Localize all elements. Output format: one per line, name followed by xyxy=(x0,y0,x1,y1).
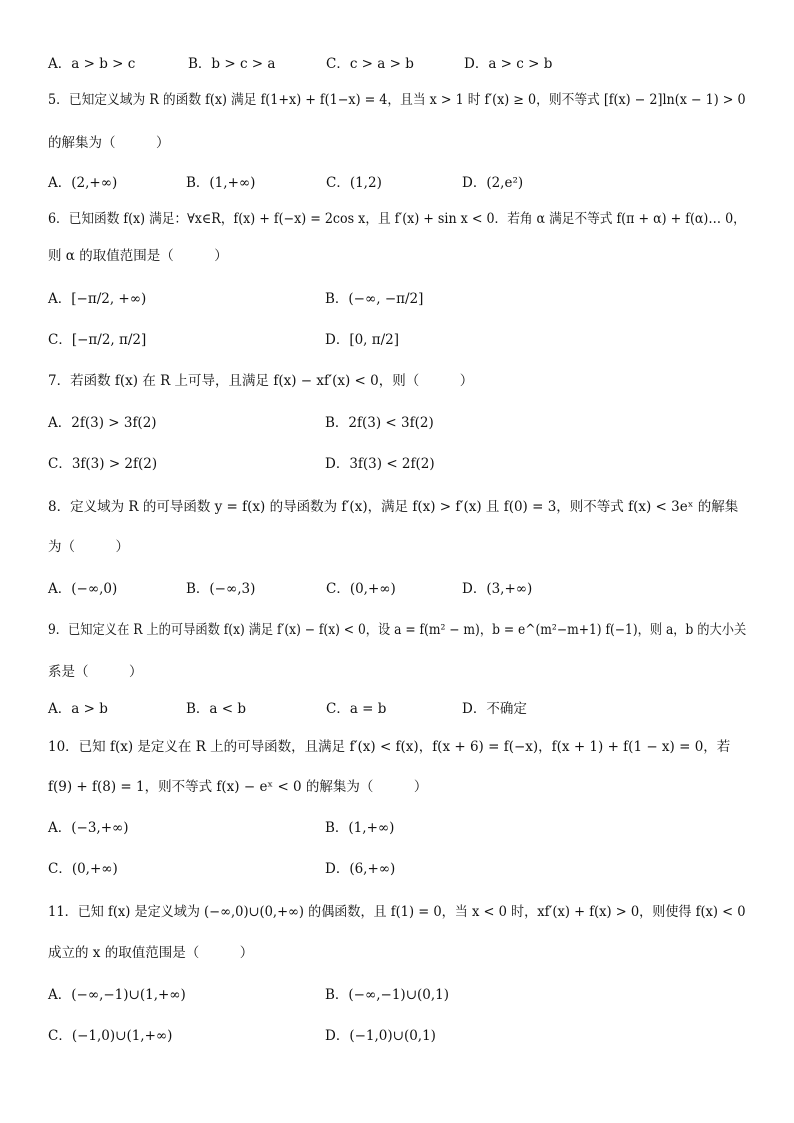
q9-option-d: D．不确定 xyxy=(462,701,527,717)
q5-option-c: C．(1,2) xyxy=(326,175,382,191)
q9-stem-line1: 9．已知定义在 R 上的可导函数 f(x) 满足 f′(x) − f(x) < 0，设 a = f(m² − m)，b = e^(m²−m+1) f(−1)，则 a，b 的大小关 xyxy=(48,622,747,638)
q6-option-a: A．[−π/2, +∞) xyxy=(48,291,147,307)
q9-option-b: B．a < b xyxy=(186,701,247,717)
q5-option-b: B．(1,+∞) xyxy=(186,175,256,191)
q10-stem-line1: 10．已知 f(x) 是定义在 R 上的可导函数，且满足 f′(x) < f(x)，f(x + 6) = f(−x)，f(x + 1) + f(1 − x) = 0，若 xyxy=(48,739,731,755)
q9-option-c: C．a = b xyxy=(326,701,387,717)
q5-stem-line1: 5．已知定义域为 R 的函数 f(x) 满足 f(1+x) + f(1−x) = 4，且当 x > 1 时 f′(x) ≥ 0，则不等式 [f(x) − 2]ln(x − 1) > 0 xyxy=(48,92,746,108)
q11-options-row1 xyxy=(48,985,748,1005)
q10-option-a: A．(−3,+∞) xyxy=(48,820,129,836)
q4-option-b: B．b > c > a xyxy=(188,56,276,72)
q11-stem-line2: 成立的 x 的取值范围是（ ） xyxy=(48,945,254,961)
q7-options-row2 xyxy=(48,454,748,474)
q11-option-b: B．(−∞,−1)∪(0,1) xyxy=(325,987,450,1003)
q11-option-a: A．(−∞,−1)∪(1,+∞) xyxy=(48,987,186,1003)
q4-option-c: C．c > a > b xyxy=(326,56,414,72)
q5-option-a: A．(2,+∞) xyxy=(48,175,118,191)
q7-option-c: C．3f(3) > 2f(2) xyxy=(48,456,158,472)
q6-option-b: B．(−∞, −π/2] xyxy=(325,291,424,307)
q8-option-b: B．(−∞,3) xyxy=(186,581,256,597)
q9-options xyxy=(48,699,748,719)
q10-options-row2 xyxy=(48,859,748,879)
q9-option-a: A．a > b xyxy=(48,701,108,717)
q11-options-row2 xyxy=(48,1026,748,1046)
q5-stem-line2: 的解集为（ ） xyxy=(48,135,170,151)
q8-option-d: D．(3,+∞) xyxy=(462,581,533,597)
q6-option-c: C．[−π/2, π/2] xyxy=(48,332,147,348)
q8-stem-line1: 8．定义域为 R 的可导函数 y = f(x) 的导函数为 f′(x)，满足 f(x) > f′(x) 且 f(0) = 3，则不等式 f(x) < 3eˣ 的解集 xyxy=(48,499,739,515)
q7-options-row1 xyxy=(48,413,748,433)
q8-stem-line2: 为（ ） xyxy=(48,539,129,555)
q8-options xyxy=(48,579,748,599)
q6-options-row2 xyxy=(48,330,748,350)
q5-options xyxy=(48,173,748,193)
q8-option-c: C．(0,+∞) xyxy=(326,581,396,597)
q8-option-a: A．(−∞,0) xyxy=(48,581,118,597)
q7-option-a: A．2f(3) > 3f(2) xyxy=(48,415,157,431)
q4-options xyxy=(48,54,748,74)
q10-stem-line2: f(9) + f(8) = 1，则不等式 f(x) − eˣ < 0 的解集为（ ） xyxy=(48,779,428,795)
q6-stem-line1: 6．已知函数 f(x) 满足：∀x∈R，f(x) + f(−x) = 2cos x，且 f′(x) + sin x < 0．若角 α 满足不等式 f(π + α) + f(α)… 0， xyxy=(48,211,746,227)
q10-option-c: C．(0,+∞) xyxy=(48,861,118,877)
q7-option-d: D．3f(3) < 2f(2) xyxy=(325,456,435,472)
q6-options-row1 xyxy=(48,289,748,309)
q6-option-d: D．[0, π/2] xyxy=(325,332,400,348)
q10-option-b: B．(1,+∞) xyxy=(325,820,395,836)
q11-stem-line1: 11．已知 f(x) 是定义域为 (−∞,0)∪(0,+∞) 的偶函数，且 f(1) = 0，当 x < 0 时，xf′(x) + f(x) > 0，则使得 f(x) < 0 xyxy=(48,904,746,920)
q9-stem-line2: 系是（ ） xyxy=(48,664,143,680)
q10-option-d: D．(6,+∞) xyxy=(325,861,396,877)
q4-option-d: D．a > c > b xyxy=(464,56,553,72)
q11-option-c: C．(−1,0)∪(1,+∞) xyxy=(48,1028,173,1044)
q6-stem-line2: 则 α 的取值范围是（ ） xyxy=(48,248,228,264)
q4-option-a: A．a > b > c xyxy=(48,56,136,72)
q10-options-row1 xyxy=(48,818,748,838)
q7-stem: 7．若函数 f(x) 在 R 上可导，且满足 f(x) − xf′(x) < 0，则（ ） xyxy=(48,373,474,389)
q5-option-d: D．(2,e²) xyxy=(462,175,524,191)
q11-option-d: D．(−1,0)∪(0,1) xyxy=(325,1028,436,1044)
q7-option-b: B．2f(3) < 3f(2) xyxy=(325,415,434,431)
